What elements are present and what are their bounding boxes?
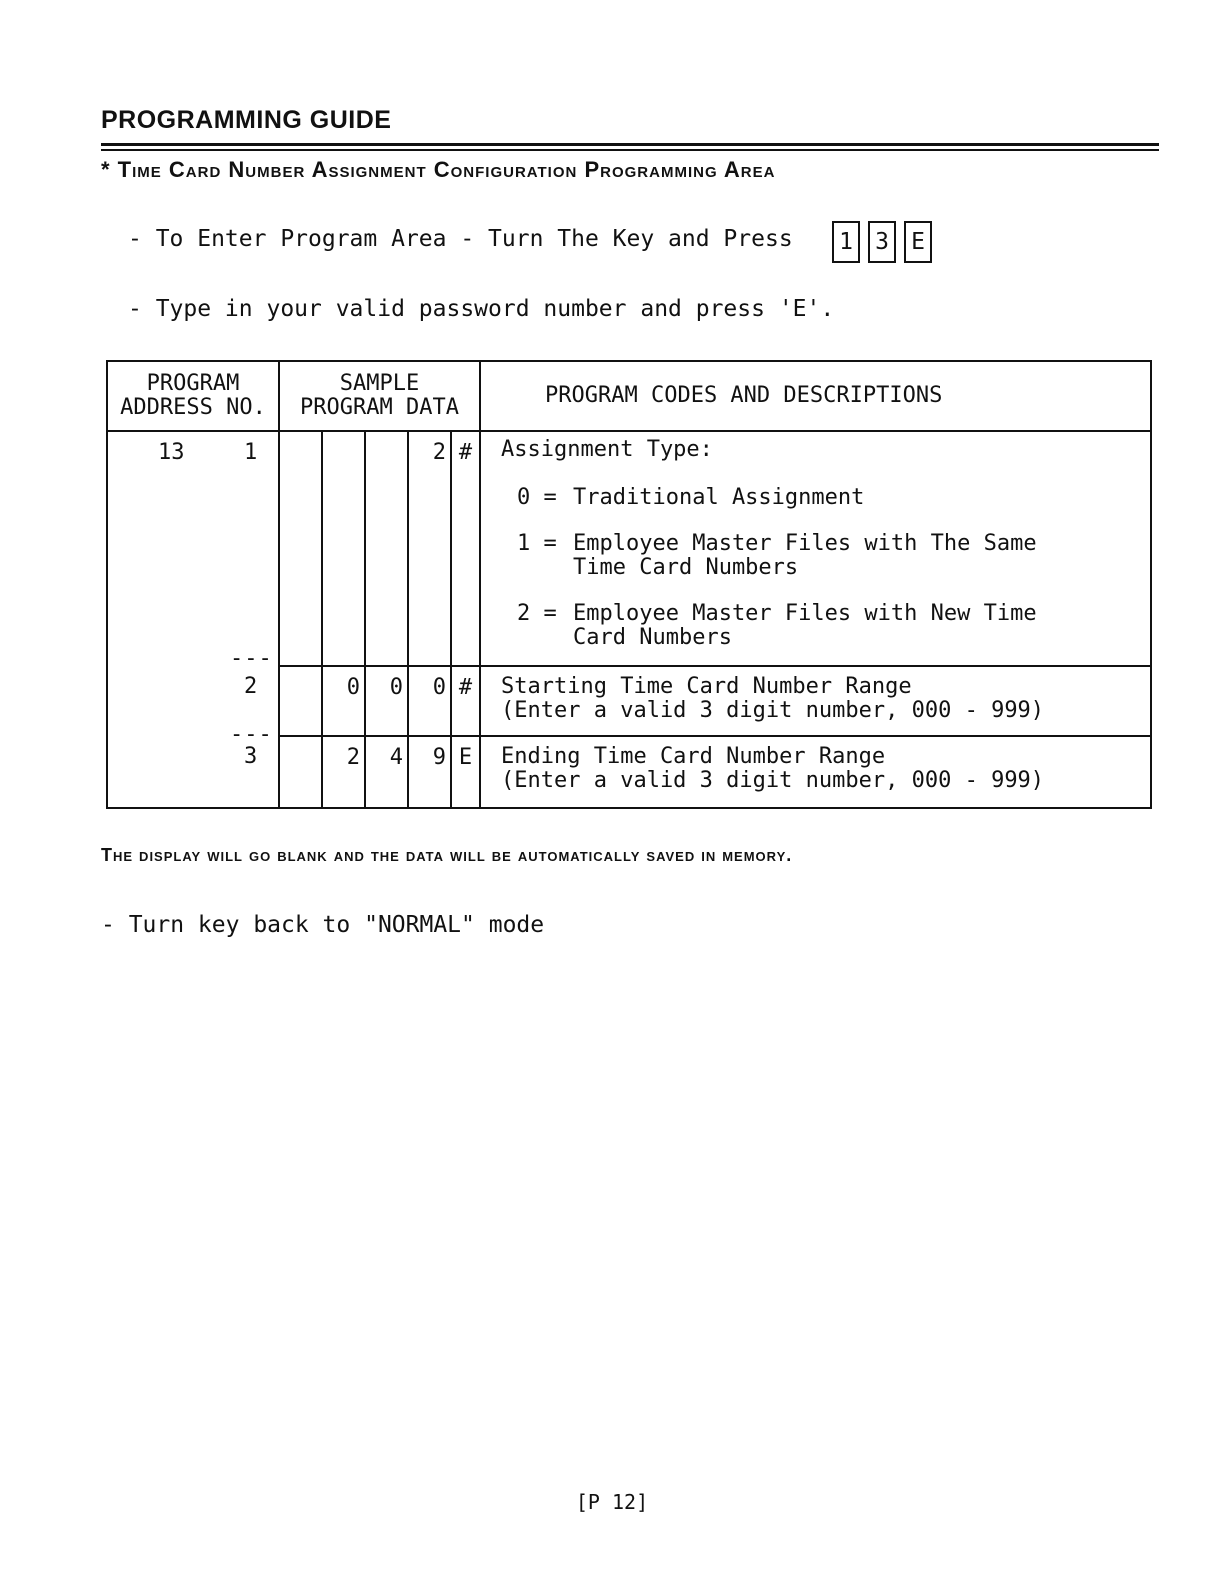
table-header-row — [107, 361, 1151, 431]
section-title: * Time Card Number Assignment Configuration Programming Area — [101, 157, 776, 182]
data-cell: 0 — [322, 666, 365, 736]
key-3: 3 — [868, 221, 896, 263]
data-cell — [365, 431, 408, 666]
enter-instruction: - To Enter Program Area - Turn The Key and Press — [128, 226, 793, 252]
start-range-note: (Enter a valid 3 digit number, 000 - 999) — [501, 698, 1045, 723]
password-instruction: - Type in your valid password number and press 'E'. — [128, 296, 835, 322]
end-range-note: (Enter a valid 3 digit number, 000 - 999) — [501, 768, 1045, 793]
data-cell: 0 — [365, 666, 408, 736]
page-number: [P 12] — [575, 1490, 649, 1514]
table-row — [107, 736, 1151, 808]
guide-title: PROGRAMMING GUIDE — [101, 106, 392, 134]
data-cell — [279, 431, 322, 666]
data-cell: 0 — [408, 666, 451, 736]
key-sequence — [832, 221, 932, 263]
data-cell: E — [451, 736, 480, 808]
data-cell: 9 — [408, 736, 451, 808]
address-number: 3 — [244, 744, 258, 769]
table-row — [107, 666, 1151, 736]
data-cell: # — [451, 431, 480, 666]
header-sample: SAMPLE PROGRAM DATA — [279, 361, 480, 431]
assignment-type-title: Assignment Type: — [501, 437, 713, 462]
data-cell — [279, 736, 322, 808]
data-cell: # — [451, 666, 480, 736]
title-rule-double — [101, 149, 1159, 151]
table-row — [107, 431, 1151, 666]
data-cell — [279, 666, 322, 736]
option-1: 1 = Employee Master Files with The Same Time Card Numbers — [517, 531, 1037, 580]
row-separator: --- — [230, 722, 273, 747]
header-address: PROGRAM ADDRESS NO. — [107, 361, 279, 431]
title-rule — [101, 143, 1159, 146]
option-2: 2 = Employee Master Files with New Time Card Numbers — [517, 601, 1037, 650]
header-codes: PROGRAM CODES AND DESCRIPTIONS — [480, 361, 1151, 431]
program-number: 13 — [158, 440, 185, 465]
program-table — [106, 360, 1152, 809]
address-number: 1 — [244, 440, 258, 465]
start-range-title: Starting Time Card Number Range — [501, 674, 912, 699]
final-step: - Turn key back to "NORMAL" mode — [101, 912, 545, 938]
address-number: 2 — [244, 674, 258, 699]
save-note: The display will go blank and the data will be automatically saved in memory. — [101, 845, 793, 865]
data-cell: 2 — [322, 736, 365, 808]
key-e: E — [904, 221, 932, 263]
option-0: 0 = Traditional Assignment — [517, 485, 865, 510]
data-cell — [322, 431, 365, 666]
data-cell: 4 — [365, 736, 408, 808]
end-range-title: Ending Time Card Number Range — [501, 744, 886, 769]
key-1: 1 — [832, 221, 860, 263]
data-cell: 2 — [408, 431, 451, 666]
row-separator: --- — [230, 646, 273, 671]
